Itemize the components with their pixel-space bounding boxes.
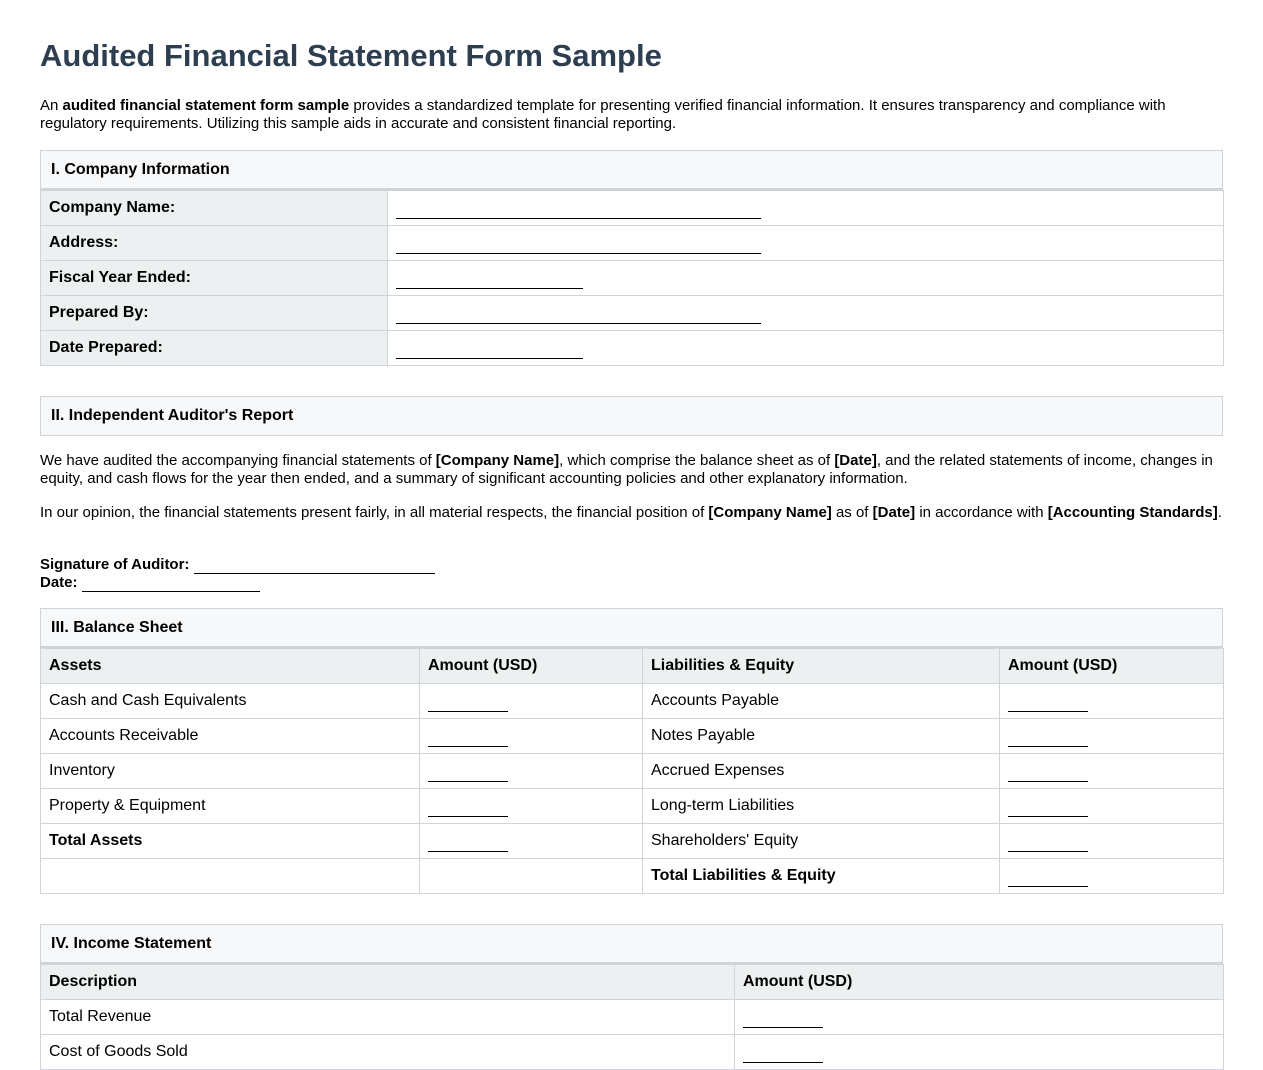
column-header: Assets bbox=[41, 649, 420, 684]
blank-line bbox=[1008, 872, 1088, 887]
company-information-section bbox=[40, 150, 1223, 366]
income-statement-section bbox=[40, 924, 1223, 1070]
company-information-table bbox=[40, 190, 1224, 366]
amount-field[interactable] bbox=[1000, 859, 1224, 894]
table-row bbox=[41, 719, 1224, 754]
column-header: Liabilities & Equity bbox=[643, 649, 1000, 684]
liability-label: Shareholders' Equity bbox=[643, 824, 1000, 859]
text: as of bbox=[831, 504, 873, 521]
table-row bbox=[41, 789, 1224, 824]
text: In our opinion, the financial statements present fairly, in all material respects, the financial position of bbox=[40, 504, 709, 521]
blank-line bbox=[1008, 767, 1088, 782]
signature-blank bbox=[194, 558, 435, 574]
date-prepared-field[interactable] bbox=[388, 331, 1224, 366]
amount-field[interactable] bbox=[1000, 824, 1224, 859]
table-row bbox=[41, 331, 1224, 366]
column-header: Amount (USD) bbox=[1000, 649, 1224, 684]
auditor-report-section bbox=[40, 396, 1223, 436]
text: in accordance with bbox=[915, 504, 1048, 521]
address-label: Address: bbox=[41, 226, 388, 261]
asset-label: Accounts Receivable bbox=[41, 719, 420, 754]
auditor-signature-line[interactable] bbox=[40, 556, 435, 574]
blank-line bbox=[428, 697, 508, 712]
section-heading-balance: III. Balance Sheet bbox=[40, 608, 1223, 648]
blank-line bbox=[396, 274, 583, 289]
amount-field[interactable] bbox=[420, 754, 643, 789]
fiscal-year-field[interactable] bbox=[388, 261, 1224, 296]
blank-line bbox=[396, 344, 583, 359]
page-title: Audited Financial Statement Form Sample bbox=[40, 38, 662, 73]
amount-field[interactable] bbox=[1000, 684, 1224, 719]
fiscal-year-label: Fiscal Year Ended: bbox=[41, 261, 388, 296]
table-row bbox=[41, 859, 1224, 894]
company-name-placeholder: [Company Name] bbox=[708, 504, 832, 521]
auditor-paragraph-2 bbox=[40, 504, 1223, 522]
amount-field[interactable] bbox=[420, 719, 643, 754]
text: . bbox=[1217, 504, 1222, 521]
income-row-label: Total Revenue bbox=[41, 1000, 735, 1035]
date-label: Date: bbox=[40, 574, 78, 591]
section-heading-company: I. Company Information bbox=[40, 150, 1223, 190]
prepared-by-label: Prepared By: bbox=[41, 296, 388, 331]
table-header-row bbox=[41, 965, 1224, 1000]
table-row bbox=[41, 1035, 1224, 1070]
signature-label: Signature of Auditor: bbox=[40, 556, 190, 573]
amount-field[interactable] bbox=[735, 1035, 1224, 1070]
amount-field[interactable] bbox=[1000, 754, 1224, 789]
amount-field[interactable] bbox=[420, 824, 643, 859]
blank-line bbox=[428, 802, 508, 817]
blank-line bbox=[396, 309, 761, 324]
balance-sheet-section bbox=[40, 608, 1223, 894]
date-prepared-label: Date Prepared: bbox=[41, 331, 388, 366]
intro-paragraph bbox=[40, 97, 1223, 133]
liability-label: Long-term Liabilities bbox=[643, 789, 1000, 824]
blank-line bbox=[1008, 732, 1088, 747]
accounting-standards-placeholder: [Accounting Standards] bbox=[1047, 504, 1218, 521]
balance-sheet-table bbox=[40, 648, 1224, 894]
amount-field[interactable] bbox=[420, 789, 643, 824]
table-row bbox=[41, 1000, 1224, 1035]
address-field[interactable] bbox=[388, 226, 1224, 261]
liability-label: Accrued Expenses bbox=[643, 754, 1000, 789]
text: We have audited the accompanying financial statements of bbox=[40, 452, 436, 469]
text: , which comprise the balance sheet as of bbox=[559, 452, 835, 469]
table-row bbox=[41, 824, 1224, 859]
auditor-paragraph-1 bbox=[40, 452, 1223, 488]
income-row-label: Cost of Goods Sold bbox=[41, 1035, 735, 1070]
date-blank bbox=[82, 576, 260, 592]
blank-line bbox=[1008, 697, 1088, 712]
prepared-by-field[interactable] bbox=[388, 296, 1224, 331]
intro-text-end: provides a standardized template for presenting verified financial information. It ensures transparency and compliance with regulatory requirements. Utilizing this sample aids in accurate and consistent financial reporting. bbox=[40, 97, 1166, 132]
amount-field[interactable] bbox=[1000, 789, 1224, 824]
section-heading-income: IV. Income Statement bbox=[40, 924, 1223, 964]
text: , and the related statements of income, changes in equity, and cash flows for the year then ended, and a summary of significant accounting policies and other explanatory information. bbox=[40, 452, 1213, 487]
blank-line bbox=[428, 767, 508, 782]
company-name-label: Company Name: bbox=[41, 191, 388, 226]
column-header: Description bbox=[41, 965, 735, 1000]
blank-line bbox=[428, 732, 508, 747]
table-row bbox=[41, 754, 1224, 789]
liability-label: Notes Payable bbox=[643, 719, 1000, 754]
table-row bbox=[41, 191, 1224, 226]
table-row bbox=[41, 296, 1224, 331]
table-row bbox=[41, 226, 1224, 261]
liability-label: Accounts Payable bbox=[643, 684, 1000, 719]
blank-line bbox=[743, 1013, 823, 1028]
column-header: Amount (USD) bbox=[735, 965, 1224, 1000]
blank-line bbox=[1008, 802, 1088, 817]
intro-text-bold: audited financial statement form sample bbox=[62, 97, 350, 114]
date-placeholder: [Date] bbox=[872, 504, 916, 521]
column-header: Amount (USD) bbox=[420, 649, 643, 684]
asset-label: Cash and Cash Equivalents bbox=[41, 684, 420, 719]
auditor-date-line[interactable] bbox=[40, 574, 260, 592]
income-statement-table bbox=[40, 964, 1224, 1070]
amount-field[interactable] bbox=[1000, 719, 1224, 754]
date-placeholder: [Date] bbox=[834, 452, 877, 469]
empty-cell bbox=[41, 859, 420, 894]
blank-line bbox=[396, 239, 761, 254]
empty-cell bbox=[420, 859, 643, 894]
asset-label: Property & Equipment bbox=[41, 789, 420, 824]
company-name-placeholder: [Company Name] bbox=[435, 452, 560, 469]
blank-line bbox=[743, 1048, 823, 1063]
blank-line bbox=[428, 837, 508, 852]
intro-text-start: An bbox=[40, 97, 63, 114]
asset-label: Inventory bbox=[41, 754, 420, 789]
amount-field[interactable] bbox=[420, 684, 643, 719]
table-row bbox=[41, 261, 1224, 296]
blank-line bbox=[1008, 837, 1088, 852]
total-assets-label: Total Assets bbox=[41, 824, 420, 859]
amount-field[interactable] bbox=[735, 1000, 1224, 1035]
table-row bbox=[41, 684, 1224, 719]
table-header-row bbox=[41, 649, 1224, 684]
blank-line bbox=[396, 204, 761, 219]
company-name-field[interactable] bbox=[388, 191, 1224, 226]
total-liabilities-label: Total Liabilities & Equity bbox=[643, 859, 1000, 894]
section-heading-auditor: II. Independent Auditor's Report bbox=[40, 396, 1223, 436]
